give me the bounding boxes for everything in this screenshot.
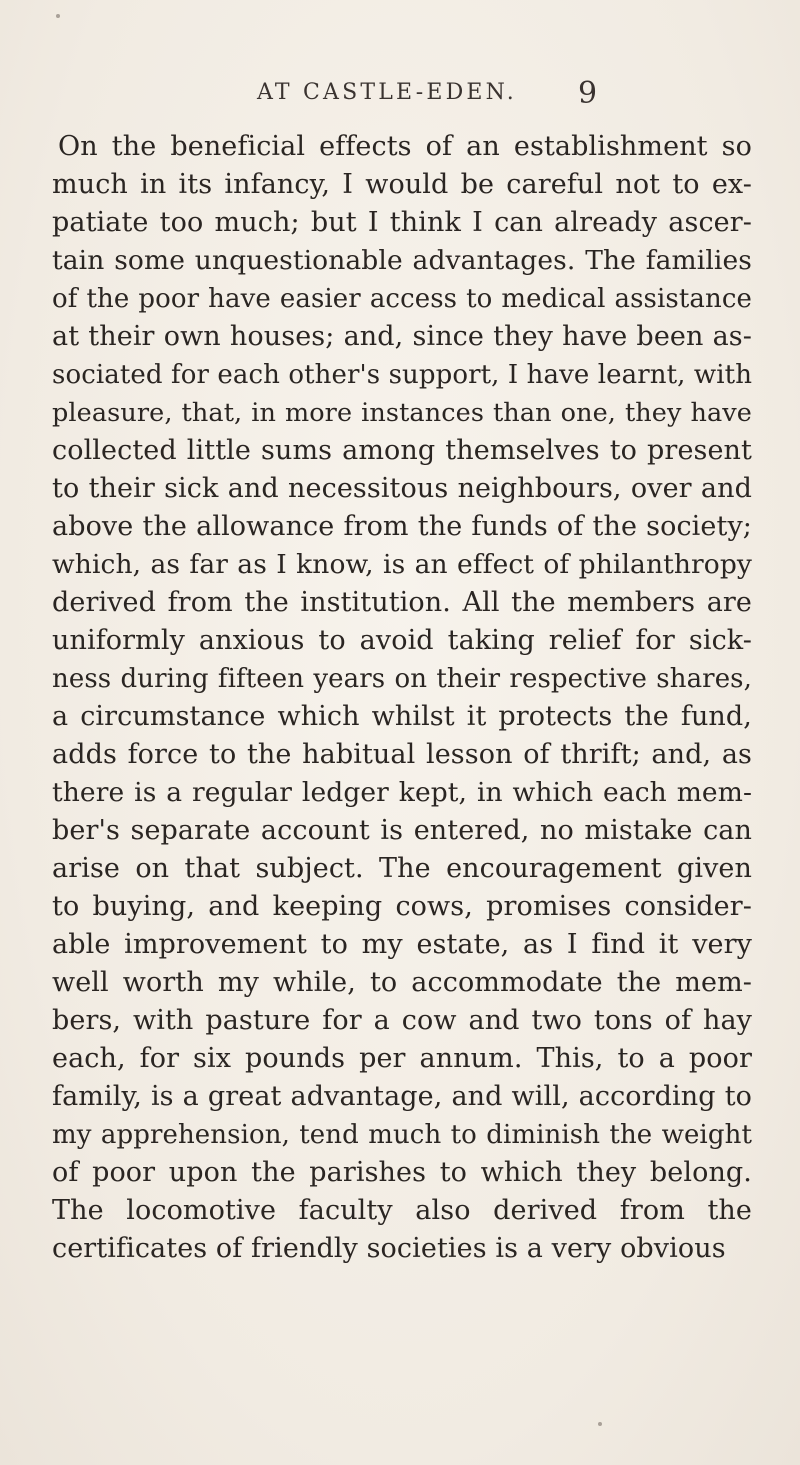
text-line: my apprehension, tend much to diminish the weight bbox=[52, 1120, 752, 1150]
text-line: certificates of friendly societies is a very obvious bbox=[52, 1233, 726, 1264]
text-line: there is a regular ledger kept, in which each mem- bbox=[52, 777, 752, 808]
text-line: ness during fifteen years on their respective shares, bbox=[52, 664, 752, 694]
text-line: above the allowance from the funds of the society; bbox=[52, 511, 752, 542]
text-line: derived from the institution. All the members are bbox=[52, 587, 752, 618]
text-line: to their sick and necessitous neighbours, over and bbox=[52, 473, 752, 504]
text-line: each, for six pounds per annum. This, to a poor bbox=[52, 1043, 752, 1074]
text-line: which, as far as I know, is an effect of philanthropy bbox=[52, 549, 752, 580]
text-line: to buying, and keeping cows, promises consider- bbox=[52, 891, 752, 922]
text-line: patiate too much; but I think I can already ascer- bbox=[52, 207, 752, 238]
text-line: of poor upon the parishes to which they belong. bbox=[52, 1157, 752, 1188]
text-line: bers, with pasture for a cow and two tons of hay bbox=[52, 1005, 752, 1036]
page-number: 9 bbox=[578, 76, 598, 111]
text-line: arise on that subject. The encouragement given bbox=[52, 853, 752, 884]
text-line: uniformly anxious to avoid taking relief for sick- bbox=[52, 625, 752, 656]
text-line: collected little sums among themselves to present bbox=[52, 435, 752, 466]
text-line: On the beneficial effects of an establishment so bbox=[58, 131, 752, 162]
text-line: much in its infancy, I would be careful not to ex- bbox=[52, 169, 752, 200]
text-line: adds force to the habitual lesson of thrift; and, as bbox=[52, 739, 752, 770]
text-line: sociated for each other's support, I have learnt, with bbox=[52, 360, 753, 390]
text-line: a circumstance which whilst it protects the fund, bbox=[52, 701, 752, 732]
text-line: well worth my while, to accommodate the mem- bbox=[52, 967, 752, 998]
text-line: ber's separate account is entered, no mistake can bbox=[52, 815, 752, 846]
text-line: at their own houses; and, since they have been as- bbox=[52, 321, 752, 352]
text-line: family, is a great advantage, and will, according to bbox=[52, 1081, 752, 1112]
paper-speck bbox=[56, 14, 60, 18]
text-line: of the poor have easier access to medical assistance bbox=[52, 284, 752, 314]
text-line: The locomotive faculty also derived from the bbox=[52, 1195, 752, 1226]
paper-speck bbox=[598, 1422, 602, 1426]
page-header bbox=[0, 78, 800, 114]
text-line: pleasure, that, in more instances than one, they have bbox=[52, 398, 752, 428]
text-line: able improvement to my estate, as I find it very bbox=[52, 929, 752, 960]
body-text bbox=[52, 128, 752, 1268]
running-head: AT CASTLE-EDEN. bbox=[257, 80, 517, 105]
text-line: tain some unquestionable advantages. The families bbox=[52, 245, 752, 276]
